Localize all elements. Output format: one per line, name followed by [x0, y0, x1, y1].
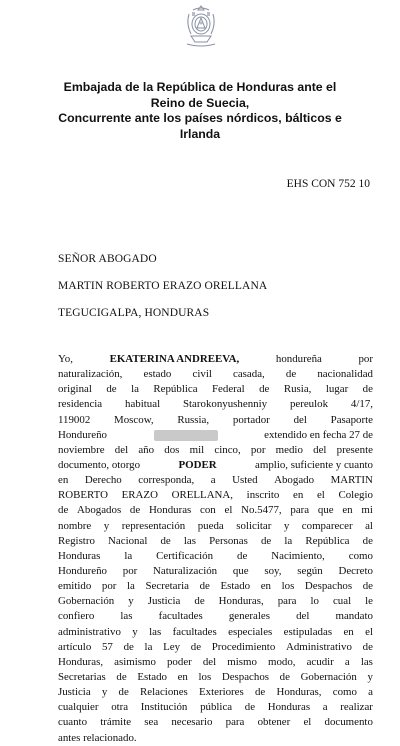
body-line: de Abogados de Honduras con el No.5477, para que en mi [58, 504, 373, 517]
body-line: documento, otorgo PODER amplio, suficiente y cuanto [58, 458, 373, 473]
body-line: nombre y representación pueda solicitar y comparecer al [58, 519, 373, 532]
body-line: Gobernación y Justicia de Honduras, para lo cual le [58, 595, 373, 608]
body-line: Hondureño extendido en fecha 27 de [58, 428, 373, 441]
body-line: Hondureño por Naturalización que soy, según Decreto [58, 564, 373, 577]
body-line: Honduras la Certificación de Nacimiento, como [58, 549, 373, 562]
body-line: cualquier otra Institución pública de Honduras a realizar [58, 701, 373, 714]
body-line: Honduras, asimismo poder del mismo modo, acudir a las [58, 655, 373, 668]
body-line: artículo 57 de la Ley de Procedimiento Administrativo de [58, 640, 373, 653]
body-line: confiero las facultades generales del mandato [58, 610, 373, 623]
addressee-location: TEGUCIGALPA, HONDURAS [58, 307, 210, 319]
body-line: emitido por la Secretaria de Estado en los Despachos de [58, 580, 373, 593]
reference-number: EHS CON 752 10 [286, 178, 370, 190]
body-line: Yo, EKATERINA ANDREEVA, hondureña por [58, 352, 373, 367]
heading-line: Irlanda [179, 126, 221, 141]
body-line: Registro Nacional de las Personas de la República de [58, 534, 373, 547]
body-line: cuanto trámite sea necesario para obtener el documento [58, 716, 373, 729]
body-line: antes relacionado. [58, 731, 137, 744]
body-line: original de la República Federal de Rusia, lugar de [58, 383, 373, 396]
honduras-coat-of-arms-icon [183, 4, 219, 48]
heading-line: Reino de Suecia, [150, 95, 250, 110]
addressee-name: MARTIN ROBERTO ERAZO ORELLANA [58, 280, 268, 292]
body-line: noviembre del año dos mil cinco, por medio del presente [58, 443, 373, 456]
body-line: 119002 Moscow, Russia, portador del Pasaporte [58, 413, 373, 426]
body-line: Justicia y de Relaciones Exteriores de Honduras, como a [58, 686, 373, 699]
embassy-heading [34, 80, 366, 142]
body-line: Secretarias de Estado en los Despachos de Gobernación y [58, 670, 373, 683]
heading-line: Embajada de la República de Honduras ante el [63, 80, 337, 94]
body-line: en Derecho corresponda, a Usted Abogado MARTIN [58, 474, 373, 487]
body-line: naturalización, estado civil casada, de nacionalidad [58, 368, 373, 381]
grantor-name: EKATERINA ANDREEVA, [109, 353, 240, 365]
addressee-title: SEÑOR ABOGADO [58, 253, 157, 265]
power-of-attorney-body [58, 352, 373, 746]
redacted-passport-number [154, 430, 218, 441]
poder-keyword: PODER [178, 458, 217, 471]
body-line: ROBERTO ERAZO ORELLANA, inscrito en el Colegio [58, 489, 373, 502]
heading-line: Concurrente ante los países nórdicos, bálticos e [58, 111, 342, 125]
body-line: residencia habitual Starokonyushenniy pereulok 4/17, [58, 398, 373, 411]
body-line: administrativo y las facultades especiales estipuladas en el [58, 625, 373, 638]
